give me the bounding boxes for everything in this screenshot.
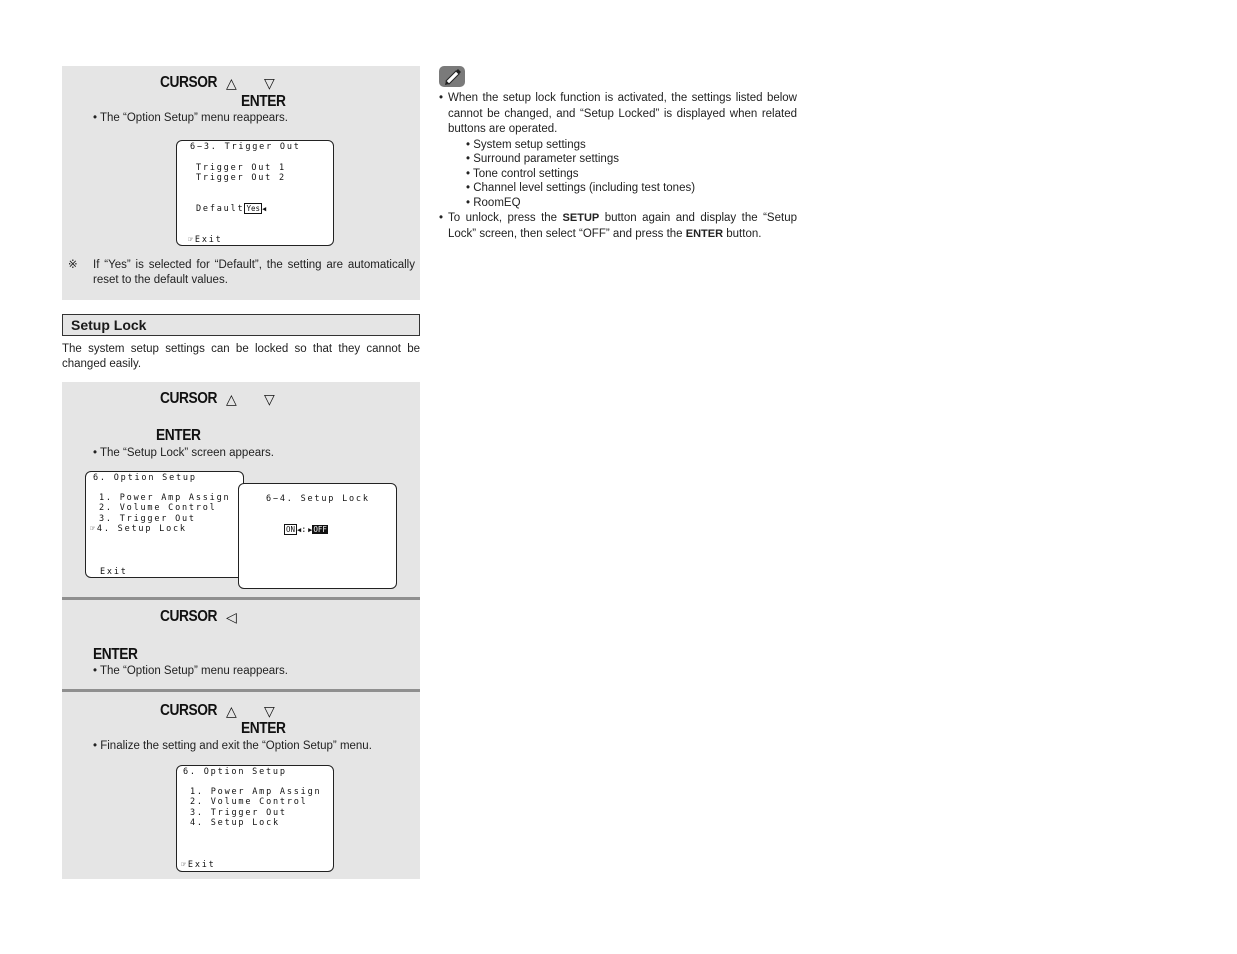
menu-item: 4. Setup Lock bbox=[190, 818, 280, 828]
cursor-key-label: CURSOR bbox=[160, 608, 218, 625]
default-label: Default bbox=[196, 204, 245, 214]
list-item-text: RoomEQ bbox=[473, 196, 521, 209]
menu-item: 3. Trigger Out bbox=[99, 514, 196, 524]
note-text: button. bbox=[723, 228, 762, 240]
enter-key-label: ENTER bbox=[241, 93, 286, 110]
cursor-key-label: CURSOR bbox=[160, 74, 218, 91]
screen-item: Trigger Out 1 bbox=[196, 163, 286, 173]
step-description: • The “Option Setup” menu reappears. bbox=[93, 665, 288, 677]
list-item-text: Surround parameter settings bbox=[473, 153, 619, 165]
trigger-out-screen bbox=[176, 140, 334, 246]
option-setup-screen bbox=[85, 471, 244, 578]
menu-item: 1. Power Amp Assign bbox=[99, 493, 231, 503]
section-intro: The system setup settings can be locked so that they cannot be changed easily. bbox=[62, 343, 420, 370]
cursor-up-icon: △ bbox=[226, 703, 237, 719]
list-item: • System setup settings bbox=[466, 138, 586, 151]
menu-item: 1. Power Amp Assign bbox=[190, 787, 322, 797]
step-description: • Finalize the setting and exit the “Option Setup” menu. bbox=[93, 740, 372, 752]
menu-item: 2. Volume Control bbox=[99, 503, 217, 513]
lock-option-row bbox=[284, 525, 328, 535]
notes-block bbox=[439, 91, 797, 242]
cursor-down-icon: ▽ bbox=[264, 703, 275, 719]
screen-exit: ☞Exit bbox=[188, 235, 223, 245]
step-description: • The “Option Setup” menu reappears. bbox=[93, 112, 288, 124]
cursor-up-icon: △ bbox=[226, 391, 237, 407]
selection-arrow-icon: ▶ bbox=[308, 526, 313, 534]
option-setup-final-screen bbox=[176, 765, 334, 872]
default-note: If “Yes” is selected for “Default”, the setting are automatically reset to the default values. bbox=[93, 259, 415, 286]
cursor-left-icon: ◁ bbox=[226, 609, 237, 625]
enter-button-label: ENTER bbox=[685, 228, 724, 240]
step-description: • The “Setup Lock” screen appears. bbox=[93, 447, 274, 459]
enter-key-label: ENTER bbox=[93, 646, 138, 663]
note-bullet-1 bbox=[439, 91, 797, 138]
screen-title: 6−3. Trigger Out bbox=[190, 142, 301, 152]
menu-item-selected: ☞4. Setup Lock bbox=[90, 524, 187, 534]
list-item-text: System setup settings bbox=[473, 138, 586, 151]
screen-title: 6. Option Setup bbox=[183, 767, 287, 777]
section-heading bbox=[62, 314, 420, 336]
cursor-down-icon: ▽ bbox=[264, 75, 275, 91]
list-item-text: Tone control settings bbox=[473, 167, 579, 180]
bullet-dot: • bbox=[439, 92, 444, 104]
lock-separator: : bbox=[301, 525, 309, 535]
list-item: • Surround parameter settings bbox=[466, 153, 619, 165]
default-value-box: Yes bbox=[246, 204, 260, 213]
enter-key-label: ENTER bbox=[241, 720, 286, 737]
screen-item: Trigger Out 2 bbox=[196, 173, 286, 183]
list-item: • Channel level settings (including test tones) bbox=[466, 182, 696, 194]
section-title: Setup Lock bbox=[71, 317, 147, 333]
selection-arrow-icon: ◀ bbox=[297, 526, 302, 534]
note-mark: ※ bbox=[68, 259, 78, 271]
list-item: • RoomEQ bbox=[466, 196, 521, 209]
pencil-icon-graphic bbox=[439, 66, 465, 87]
cursor-key-label: CURSOR bbox=[160, 702, 218, 719]
list-item-text: Channel level settings (including test tones) bbox=[473, 182, 696, 194]
menu-item: 2. Volume Control bbox=[190, 797, 308, 807]
setup-lock-screen bbox=[238, 483, 397, 589]
enter-key-label: ENTER bbox=[156, 427, 201, 444]
screen-title: 6. Option Setup bbox=[93, 473, 197, 483]
cursor-key-label: CURSOR bbox=[160, 390, 218, 407]
setup-button-label: SETUP bbox=[562, 212, 600, 224]
cursor-down-icon: ▽ bbox=[264, 391, 275, 407]
note-bullet-2 bbox=[439, 210, 797, 242]
note-text: To unlock, press the bbox=[448, 212, 563, 224]
cursor-up-icon: △ bbox=[226, 75, 237, 91]
menu-item: 3. Trigger Out bbox=[190, 808, 287, 818]
list-item: • Tone control settings bbox=[466, 167, 579, 180]
screen-title: 6−4. Setup Lock bbox=[266, 494, 370, 504]
selection-arrow-icon: ◀ bbox=[261, 205, 267, 213]
bullet-dot: • bbox=[439, 212, 444, 224]
locked-settings-list bbox=[466, 138, 797, 211]
note-text: When the setup lock function is activated, the settings listed below cannot be changed, and “Setup Locked” is displayed when related buttons are operated. bbox=[448, 92, 797, 135]
screen-exit: ☞Exit bbox=[181, 860, 216, 870]
lock-off-option: OFF bbox=[313, 525, 327, 534]
lock-on-option: ON bbox=[286, 525, 296, 534]
note-text: button again and display the “Setup Lock” screen, then select “OFF” and press the bbox=[448, 212, 797, 240]
pencil-icon bbox=[439, 66, 465, 87]
screen-exit: Exit bbox=[100, 567, 128, 577]
default-setting bbox=[196, 204, 266, 214]
